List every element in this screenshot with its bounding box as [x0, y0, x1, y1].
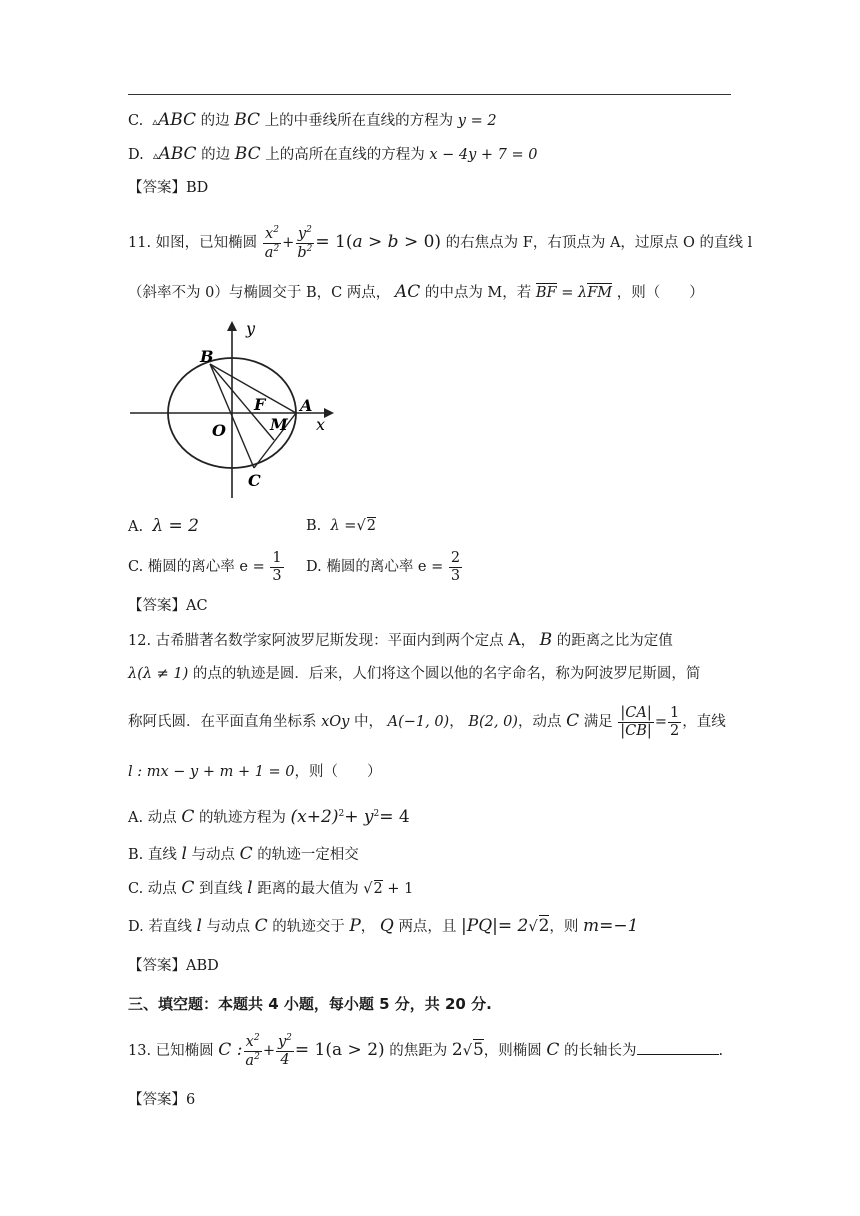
q12-stem-line4: l : mx − y + m + 1 = 0，则（ ）	[128, 764, 382, 780]
q12-option-d: D. 若直线 l 与动点 C 的轨迹交于 P， Q 两点，且 |PQ|= 2√2，则 m=−1	[128, 916, 639, 936]
label-B: B	[200, 347, 214, 366]
q12-option-a: A. 动点 C 的轨迹方程为 $(x+2)^2+ y^2= 4$	[128, 806, 410, 827]
q11-stem-line1: 11. 如图，已知椭圆 $\frac{x^2}{a^2}$ + $\frac{y^2}{b^2}$ = 1(a > b > 0) 的右焦点为 F，右顶点为 A，过原点 O 的直线 l	[128, 225, 753, 261]
section-3-heading: 三、填空题：本题共 4 小题，每小题 5 分，共 20 分.	[128, 995, 492, 1013]
ellipse-figure	[130, 318, 340, 500]
answer-blank	[637, 1054, 719, 1055]
label-M: M	[270, 415, 288, 434]
q12-stem-line2: λ(λ ≠ 1) 的点的轨迹是圆．后来，人们将这个圆以他的名字命名，称为阿波罗尼斯圆，简	[128, 666, 701, 682]
q12-stem-line3: 称阿氏圆．在平面直角坐标系 xOy 中， A(−1, 0)， B(2, 0)，动点 C 满足 $\frac{|CA|}{|CB|}$ = $\frac{1}{2}$ ，直线	[128, 704, 726, 739]
q10-answer: 【答案】BD	[128, 180, 209, 196]
q13-answer: 【答案】6	[128, 1092, 196, 1108]
q11-option-a: A. λ = 2	[128, 516, 199, 536]
x-axis-arrow	[324, 408, 334, 418]
q11-option-b: B. λ =√2	[306, 518, 376, 534]
y-axis-arrow	[227, 321, 237, 331]
q11-option-d: D. 椭圆的离心率 e = $\frac{2}{3}$	[306, 549, 461, 584]
label-F: F	[254, 395, 266, 414]
header-rule	[128, 94, 731, 95]
label-x: x	[316, 415, 326, 434]
q12-stem-line1: 12. 古希腊著名数学家阿波罗尼斯发现：平面内到两个定点 A， B 的距离之比为定值	[128, 630, 673, 650]
label-A: A	[300, 396, 313, 415]
q10-option-d: D. ▵ABC 的边 BC 上的高所在直线的方程为 x − 4y + 7 = 0	[128, 144, 538, 164]
q12-option-c: C. 动点 C 到直线 l 距离的最大值为 √2 + 1	[128, 878, 414, 898]
q10-option-c: C. ▵ABC 的边 BC 上的中垂线所在直线的方程为 y = 2	[128, 110, 497, 130]
label-y: y	[246, 319, 256, 338]
label-C: C	[248, 471, 261, 490]
label-O: O	[212, 421, 226, 440]
q12-answer: 【答案】ABD	[128, 958, 219, 974]
q11-answer: 【答案】AC	[128, 598, 208, 614]
q12-option-b: B. 直线 l 与动点 C 的轨迹一定相交	[128, 844, 359, 864]
segment-BA	[210, 364, 296, 413]
q11-stem-line2: （斜率不为 0）与椭圆交于 B，C 两点， AC 的中点为 M，若 BF = λFM ，则（ ）	[128, 282, 704, 302]
q13-stem: 13. 已知椭圆 C : $\frac{x^2}{a^2}$ + $\frac{y^2}{4}$ = 1(a > 2) 的焦距为 2√5，则椭圆 C 的长轴长为 .	[128, 1033, 724, 1069]
q11-option-c: C. 椭圆的离心率 e = $\frac{1}{3}$	[128, 549, 282, 584]
